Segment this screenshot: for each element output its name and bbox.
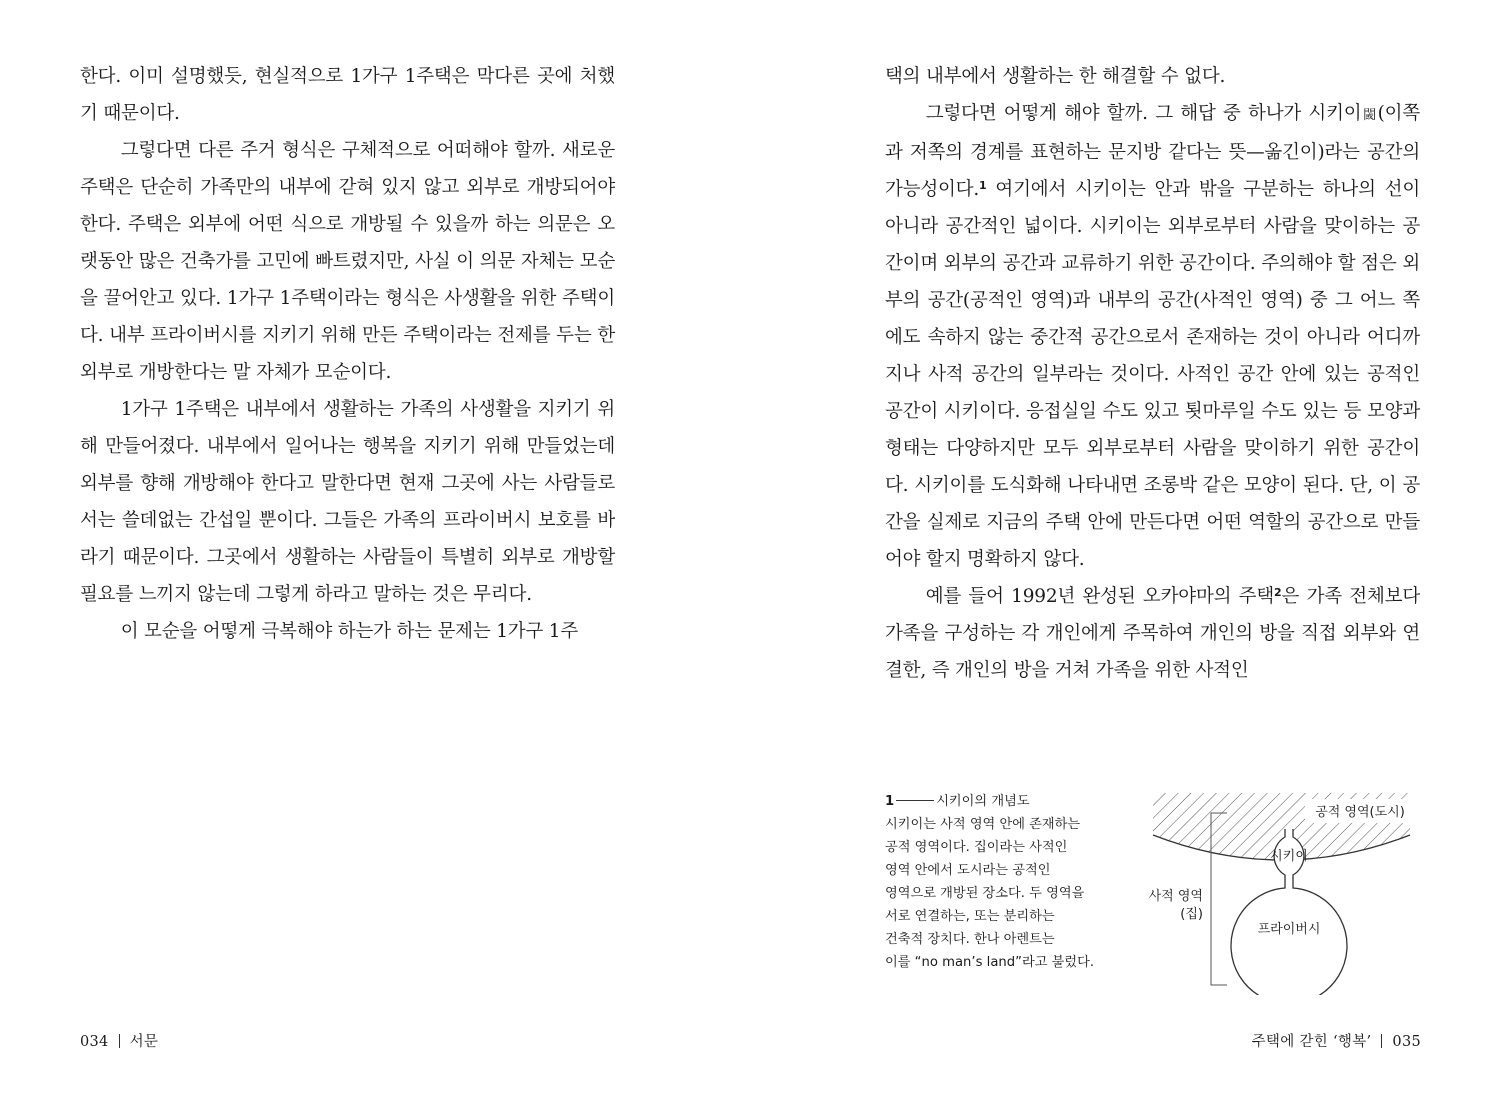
- footnote-marker-2: 2: [1274, 586, 1282, 599]
- right-page: [885, 58, 1420, 689]
- right-paragraph-2: [885, 95, 1420, 578]
- public-area-label: 공적 영역(도시): [1315, 805, 1405, 820]
- right-paragraph-3-part-b: 은 가족 전체보다 가족을 구성하는 각 개인에게 주목하여 개인의 방을 직접 외부와 연결한, 즉 개인의 방을 거쳐 가족을 위한 사적인: [885, 586, 1420, 681]
- right-paragraph-2-part-a: 그렇다면 어떻게 해야 할까. 그 해답 중 하나가 시키이: [925, 103, 1362, 124]
- left-paragraph-1: 한다. 이미 설명했듯, 현실적으로 1가구 1주택은 막다른 곳에 처했기 때문이다.: [80, 66, 615, 124]
- right-paragraph-2-part-b: (이쪽과 저쪽의 경계를 표현하는 문지방 같다는 뜻—옮긴이)라는 공간의 가능성이다.: [885, 103, 1420, 200]
- privacy-label: 프라이버시: [1257, 922, 1321, 937]
- private-area-label-2: (집): [1180, 907, 1203, 922]
- caption-dash: [896, 800, 934, 801]
- shikii-diagram: [1135, 785, 1425, 995]
- right-chapter-title: 주택에 갇힌 ‘행복’: [1251, 1034, 1372, 1050]
- left-paragraph-4: 이 모순을 어떻게 극복해야 하는가 하는 문제는 1가구 1주: [120, 621, 579, 642]
- caption-title: 시키이의 개념도: [936, 794, 1030, 809]
- footer-separator: [119, 1034, 120, 1048]
- caption-heading: [885, 790, 1125, 813]
- footnote-marker-1: 1: [979, 179, 987, 192]
- right-paragraph-3: [885, 578, 1420, 689]
- figure-caption: [885, 790, 1125, 974]
- right-paragraph-2-part-c: 여기에서 시키이는 안과 밖을 구분하는 하나의 선이 아니라 공간적인 넓이다. 시키이는 외부로부터 사람을 맞이하는 공간이며 외부의 공간과 교류하기 위한 공간이다. 주의해야 할 점은 외부의 공간(공적인 영역)과 내부의 공간(사적인 영역) 중 그 어느 쪽에도 속하지 않는 중간적 공간으로서 존재하는 것이 아니라 어디까지나 사적 공간의 일부라는 것이다. 사적인 공간 안에 있는 공적인 공간이 시키이다. 응접실일 수도 있고 툇마루일 수도 있는 등 모양과 형태는 다양하지만 모두 외부로부터 사람을 맞이하기 위한 공간이다. 시키이를 도식화해 나타내면 조롱박 같은 모양이 된다. 단, 이 공간을 실제로 지금의 주택 안에 만든다면 어떤 역할의 공간으로 만들어야 할지 명확하지 않다.: [885, 179, 1420, 570]
- left-paragraph-2: 그렇다면 다른 주거 형식은 구체적으로 어떠해야 할까. 새로운 주택은 단순히 가족만의 내부에 갇혀 있지 않고 외부로 개방되어야 한다. 주택은 외부에 어떤 식으로 개방될 수 있을까 하는 의문은 오랫동안 많은 건축가를 고민에 빠트렸지만, 사실 이 의문 자체는 모순을 끌어안고 있다. 1가구 1주택이라는 형식은 사생활을 위한 주택이다. 내부 프라이버시를 지키기 위해 만든 주택이라는 전제를 두는 한 외부로 개방한다는 말 자체가 모순이다.: [80, 140, 615, 383]
- right-page-number: 035: [1392, 1034, 1421, 1050]
- right-paragraph-1: 택의 내부에서 생활하는 한 해결할 수 없다.: [885, 66, 1226, 87]
- caption-number: 1: [885, 794, 895, 809]
- shikii-label: 시키이: [1270, 849, 1308, 864]
- hanja-character: 閾: [1361, 108, 1378, 123]
- footer-separator: [1381, 1034, 1382, 1048]
- right-footer: [1252, 1030, 1421, 1051]
- left-page: [80, 58, 615, 650]
- left-page-number: 034: [80, 1034, 109, 1050]
- private-area-label-1: 사적 영역: [1148, 889, 1203, 904]
- left-section-title: 서문: [129, 1034, 159, 1050]
- right-paragraph-3-part-a: 예를 들어 1992년 완성된 오카야마의 주택: [925, 586, 1275, 607]
- left-footer: [80, 1030, 158, 1051]
- left-paragraph-3: 1가구 1주택은 내부에서 생활하는 가족의 사생활을 지키기 위해 만들어졌다. 내부에서 일어나는 행복을 지키기 위해 만들었는데 외부를 향해 개방해야 한다고 말한다면 현재 그곳에 사는 사람들로서는 쓸데없는 간섭일 뿐이다. 그들은 가족의 프라이버시 보호를 바라기 때문이다. 그곳에서 생활하는 사람들이 특별히 외부로 개방할 필요를 느끼지 않는데 그렇게 하라고 말하는 것은 무리다.: [80, 399, 615, 605]
- caption-body: 시키이는 사적 영역 안에 존재하는 공적 영역이다. 집이라는 사적인 영역 안에서 도시라는 공적인 영역으로 개방된 장소다. 두 영역을 서로 연결하는, 또는 분리하는 건축적 장치다. 한나 아렌트는 이를 “no man’s land”라고 불렀다.: [885, 817, 1095, 970]
